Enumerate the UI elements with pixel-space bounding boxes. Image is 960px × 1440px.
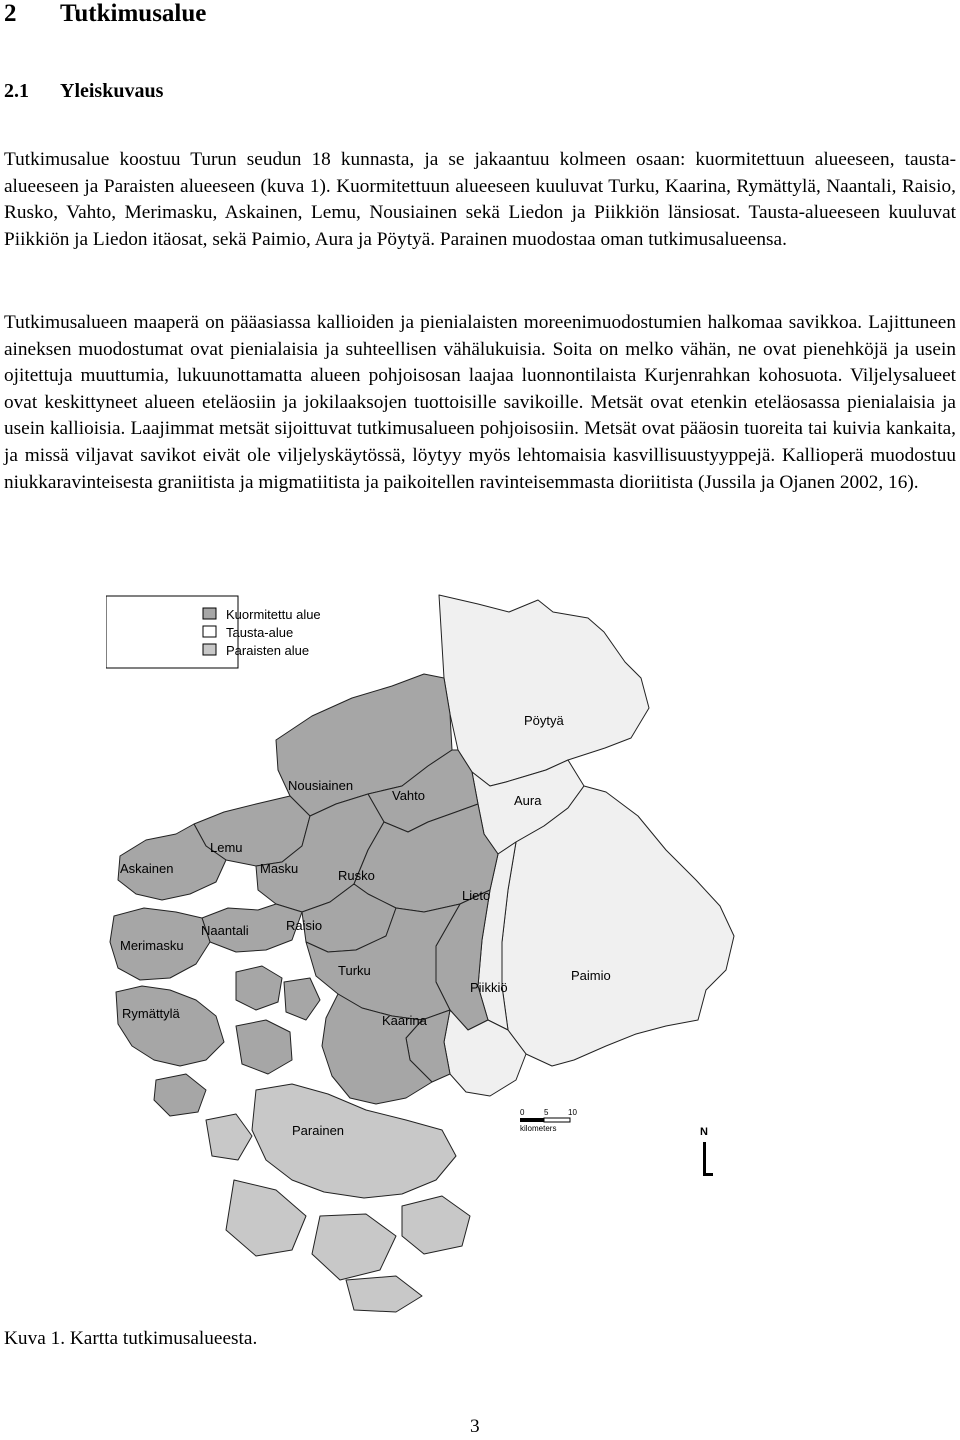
legend-swatch-loaded xyxy=(203,608,216,619)
region-rymattyla xyxy=(116,986,224,1066)
subsection-number: 2.1 xyxy=(4,80,29,102)
section-title: Tutkimusalue xyxy=(60,0,207,27)
region-parainen xyxy=(252,1084,456,1198)
scale-segment-1 xyxy=(520,1118,544,1122)
legend-label-parainen: Paraisten alue xyxy=(226,643,310,658)
label-rusko: Rusko xyxy=(338,868,375,883)
scale-segment-2 xyxy=(544,1118,570,1122)
label-nousiainen: Nousiainen xyxy=(288,778,354,793)
label-parainen: Parainen xyxy=(292,1123,345,1138)
island-parainen-5 xyxy=(206,1114,252,1160)
region-poytya xyxy=(439,595,649,786)
label-poytya: Pöytyä xyxy=(524,713,564,728)
legend-swatch-background xyxy=(203,626,216,637)
island-parainen-2 xyxy=(312,1214,396,1280)
island-parainen-4 xyxy=(346,1276,422,1312)
north-arrow-icon xyxy=(700,1126,713,1176)
map-legend-box xyxy=(106,596,238,668)
paragraph-soil: Tutkimusalueen maaperä on pääasiassa kallioiden ja pienialaisten moreenimuodostumien halkomaa savikkoa. Lajittuneen aineksen muodostumat ovat pienialaisia ja suhteellisen vähälukuisia. Soita on melko vähän, ne ovat pienehköjä ja usein ojitettuja muuttumia, lukuunottamatta alueen pohjoisosan laajaa luonnontilaista Kurjenrahkan kohosuota. Viljelysalueet ovat keskittyneet alueen eteläosiin ja jokilaaksojen tuottoisille savikoille. Metsät ovat etenkin eteläosassa pienialaisia ja usein kallioisia. Laajimmat metsät sijoittuvat tutkimusalueen pohjoisosiin. Metsät ovat pääosin tuoreita tai kuivia kankaita, ja missä viljavat savikot eivät ole viljelyskäytössä, löytyy myös lehtomaisia kasvillisuustyyppejä. Kallioperä muodostuu niukkaravinteisesta graniitista ja migmatiitista ja paikoitellen ravinteisemmasta dioriitista (Jussila ja Ojanen 2002, 16). xyxy=(4,312,956,493)
label-lemu: Lemu xyxy=(210,840,243,855)
label-turku: Turku xyxy=(338,963,371,978)
island-loaded-4 xyxy=(154,1074,206,1116)
north-label: N xyxy=(700,1126,708,1138)
page-number: 3 xyxy=(470,1416,480,1437)
label-merimasku: Merimasku xyxy=(120,938,184,953)
island-parainen-1 xyxy=(226,1180,306,1256)
island-loaded-1 xyxy=(236,966,282,1010)
scale-tick-5: 5 xyxy=(544,1108,549,1117)
label-aura: Aura xyxy=(514,793,542,808)
scale-tick-10: 10 xyxy=(568,1108,577,1117)
label-naantali: Naantali xyxy=(201,923,249,938)
label-piikkio: Piikkiö xyxy=(470,980,508,995)
map-scale-bar xyxy=(520,1108,577,1133)
scale-tick-0: 0 xyxy=(520,1108,525,1117)
figure-caption: Kuva 1. Kartta tutkimusalueesta. xyxy=(4,1328,258,1349)
label-rymattyla: Rymättylä xyxy=(122,1006,180,1021)
island-parainen-3 xyxy=(402,1196,470,1254)
label-paimio: Paimio xyxy=(571,968,611,983)
island-loaded-3 xyxy=(284,978,320,1020)
subsection-title: Yleiskuvaus xyxy=(60,80,164,102)
label-raisio: Raisio xyxy=(286,918,323,933)
island-loaded-2 xyxy=(236,1020,292,1074)
label-askainen: Askainen xyxy=(120,861,174,876)
legend-label-background: Tausta-alue xyxy=(226,625,294,640)
paragraph-intro: Tutkimusalue koostuu Turun seudun 18 kunnasta, ja se jakaantuu kolmeen osaan: kuormitettuun alueeseen, tausta-alueeseen ja Paraisten alueeseen (kuva 1). Kuormitettuun alueeseen kuuluvat Turku, Kaarina, Rymättylä, Naantali, Raisio, Rusko, Vahto, Merimasku, Askainen, Lemu, Nousiainen sekä Liedon ja Piikkiön länsiosat. Tausta-alueeseen kuuluvat Piikkiön ja Liedon itäosat, sekä Paimio, Aura ja Pöytyä. Parainen muodostaa oman tutkimusalueensa. xyxy=(4,149,956,250)
label-vahto: Vahto xyxy=(392,788,426,803)
section-heading xyxy=(4,0,206,28)
label-masku: Masku xyxy=(260,861,299,876)
label-lieto: Lieto xyxy=(462,888,491,903)
legend-label-loaded: Kuormitettu alue xyxy=(226,607,321,622)
section-number: 2 xyxy=(4,0,17,27)
label-kaarina: Kaarina xyxy=(382,1013,427,1028)
legend-swatch-parainen xyxy=(203,644,216,655)
subsection-heading xyxy=(4,80,163,103)
study-area-map xyxy=(106,590,866,1315)
scale-unit: kilometers xyxy=(520,1124,557,1133)
